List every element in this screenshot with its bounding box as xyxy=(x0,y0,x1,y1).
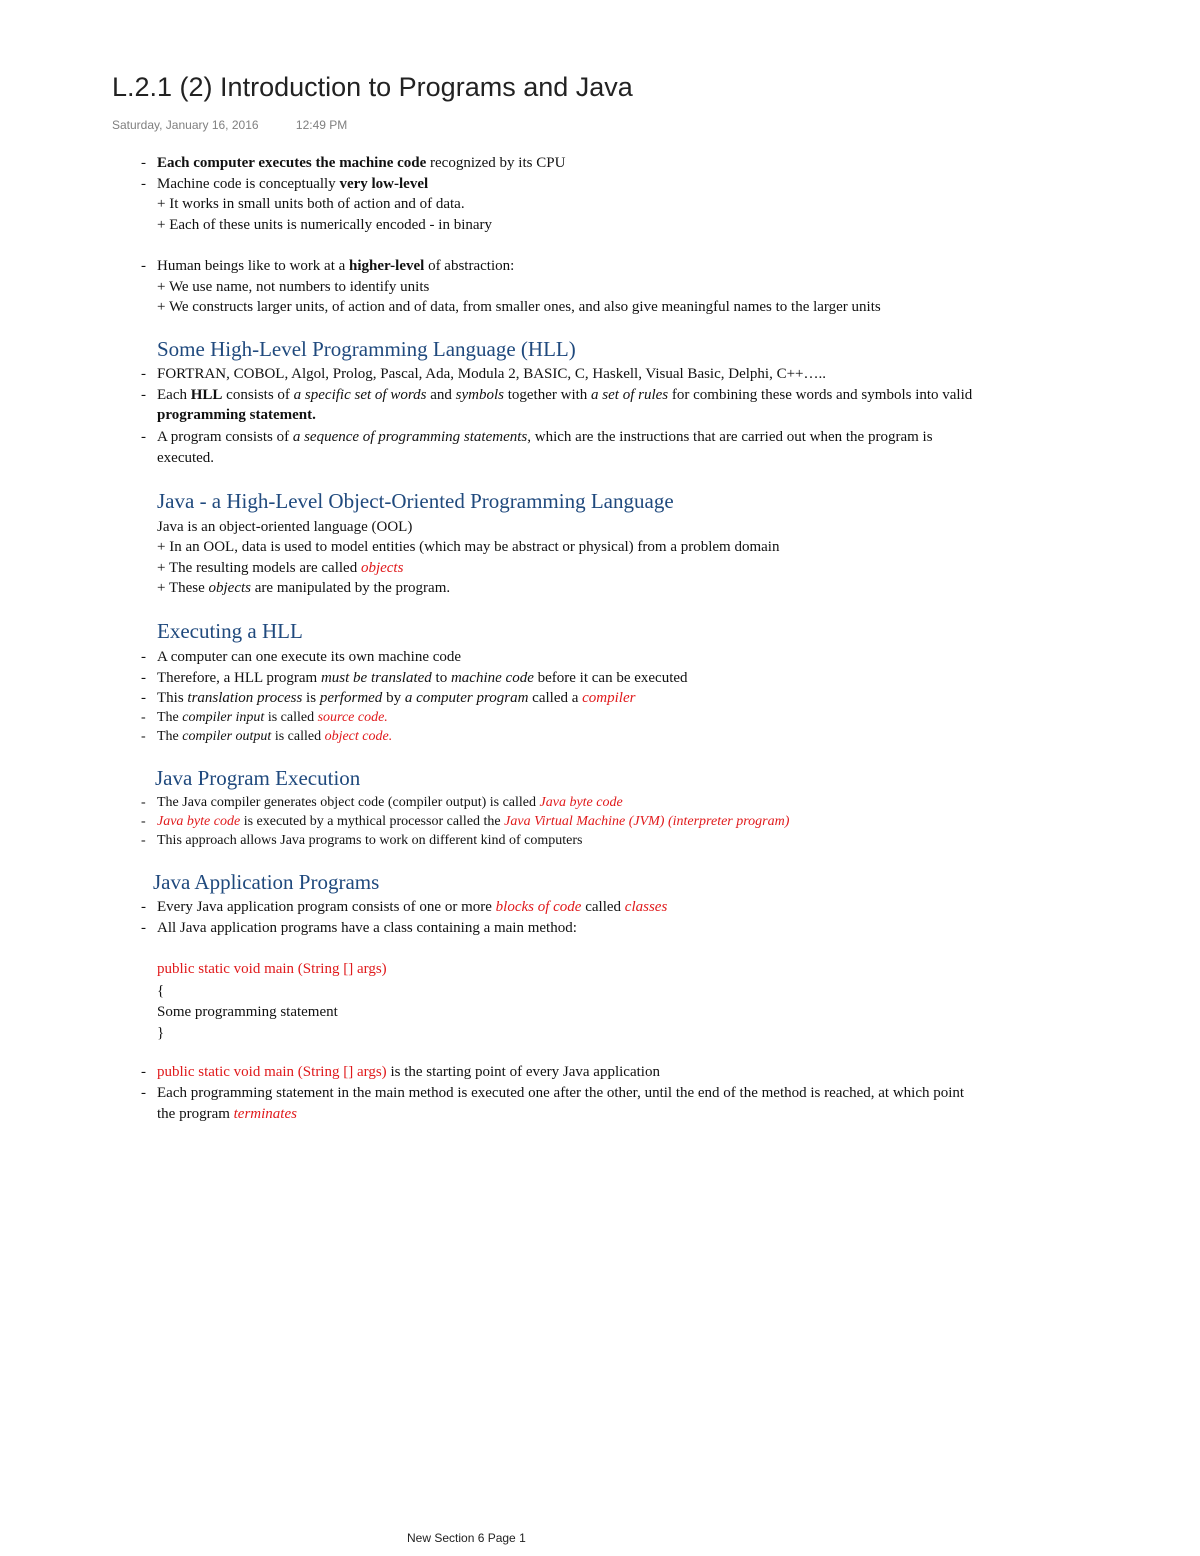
section-heading: Java Program Execution xyxy=(155,766,361,790)
note-line: Human beings like to work at a higher-level of abstraction: xyxy=(157,258,515,274)
note-line: Each computer executes the machine code recognized by its CPU xyxy=(157,155,566,171)
page-date: Saturday, January 16, 2016 xyxy=(112,118,259,132)
note-line: programming statement. xyxy=(157,407,316,423)
note-line: executed. xyxy=(157,450,215,466)
bullet-dash: - xyxy=(141,649,146,665)
bullet-dash: - xyxy=(141,387,146,403)
note-line: Therefore, a HLL program must be translated to machine code before it can be executed xyxy=(157,670,688,686)
bullet-dash: - xyxy=(141,258,146,274)
note-line: + The resulting models are called objects xyxy=(157,560,404,576)
bullet-dash: - xyxy=(141,1064,146,1080)
note-line: The compiler output is called object code. xyxy=(157,729,393,744)
note-line: This translation process is performed by a computer program called a compiler xyxy=(157,690,636,706)
section-heading: Java - a High-Level Object-Oriented Programming Language xyxy=(157,489,674,513)
bullet-dash: - xyxy=(141,155,146,171)
note-line: Java is an object-oriented language (OOL) xyxy=(157,519,413,535)
note-line: + We use name, not numbers to identify units xyxy=(157,279,430,295)
note-line: Each HLL consists of a specific set of words and symbols together with a set of rules for combining these words and symbols into valid xyxy=(157,387,973,403)
note-line: + It works in small units both of action and of data. xyxy=(157,196,465,212)
page-footer: New Section 6 Page 1 xyxy=(407,1531,526,1545)
code-line: public static void main (String [] args) xyxy=(157,961,387,977)
note-line: A computer can one execute its own machine code xyxy=(157,649,462,665)
note-line: + We constructs larger units, of action and of data, from smaller ones, and also give meaningful names to the larger units xyxy=(157,299,881,315)
bullet-dash: - xyxy=(141,366,146,382)
section-heading: Java Application Programs xyxy=(153,870,380,894)
note-line: + Each of these units is numerically encoded - in binary xyxy=(157,217,493,233)
bullet-dash: - xyxy=(141,729,146,744)
note-line: This approach allows Java programs to work on different kind of computers xyxy=(157,833,583,848)
note-line: + These objects are manipulated by the program. xyxy=(157,580,451,596)
note-line: The compiler input is called source code. xyxy=(157,710,388,725)
note-line: Each programming statement in the main method is executed one after the other, until the end of the method is reached, at which point xyxy=(157,1085,965,1101)
bullet-dash: - xyxy=(141,429,146,445)
note-line: the program terminates xyxy=(157,1106,297,1122)
bullet-dash: - xyxy=(141,176,146,192)
section-heading: Executing a HLL xyxy=(157,619,303,643)
bullet-dash: - xyxy=(141,899,146,915)
note-line: The Java compiler generates object code (compiler output) is called Java byte code xyxy=(157,795,623,810)
note-line: A program consists of a sequence of programming statements, which are the instructions that are carried out when the program is xyxy=(157,429,933,445)
bullet-dash: - xyxy=(141,833,146,848)
page-time: 12:49 PM xyxy=(295,118,348,132)
page-title: L.2.1 (2) Introduction to Programs and Java xyxy=(112,72,633,102)
bullet-dash: - xyxy=(141,814,146,829)
bullet-dash: - xyxy=(141,710,146,725)
note-line: + In an OOL, data is used to model entities (which may be abstract or physical) from a problem domain xyxy=(157,539,780,555)
section-heading: Some High-Level Programming Language (HLL) xyxy=(157,337,576,361)
bullet-dash: - xyxy=(141,670,146,686)
note-line: public static void main (String [] args) is the starting point of every Java application xyxy=(157,1064,660,1080)
bullet-dash: - xyxy=(141,1085,146,1101)
code-line: Some programming statement xyxy=(157,1004,338,1020)
note-line: FORTRAN, COBOL, Algol, Prolog, Pascal, Ada, Modula 2, BASIC, C, Haskell, Visual Basic, Delphi, C++….. xyxy=(157,366,827,382)
code-line: } xyxy=(157,1025,165,1041)
note-line: All Java application programs have a class containing a main method: xyxy=(157,920,577,936)
note-line: Every Java application program consists of one or more blocks of code called classes xyxy=(157,899,668,915)
page-meta xyxy=(112,118,347,132)
bullet-dash: - xyxy=(141,920,146,936)
note-line: Java byte code is executed by a mythical processor called the Java Virtual Machine (JVM) (interpreter program) xyxy=(157,814,790,829)
bullet-dash: - xyxy=(141,690,146,706)
code-line: { xyxy=(157,983,165,999)
bullet-dash: - xyxy=(141,795,146,810)
note-line: Machine code is conceptually very low-level xyxy=(157,176,429,192)
